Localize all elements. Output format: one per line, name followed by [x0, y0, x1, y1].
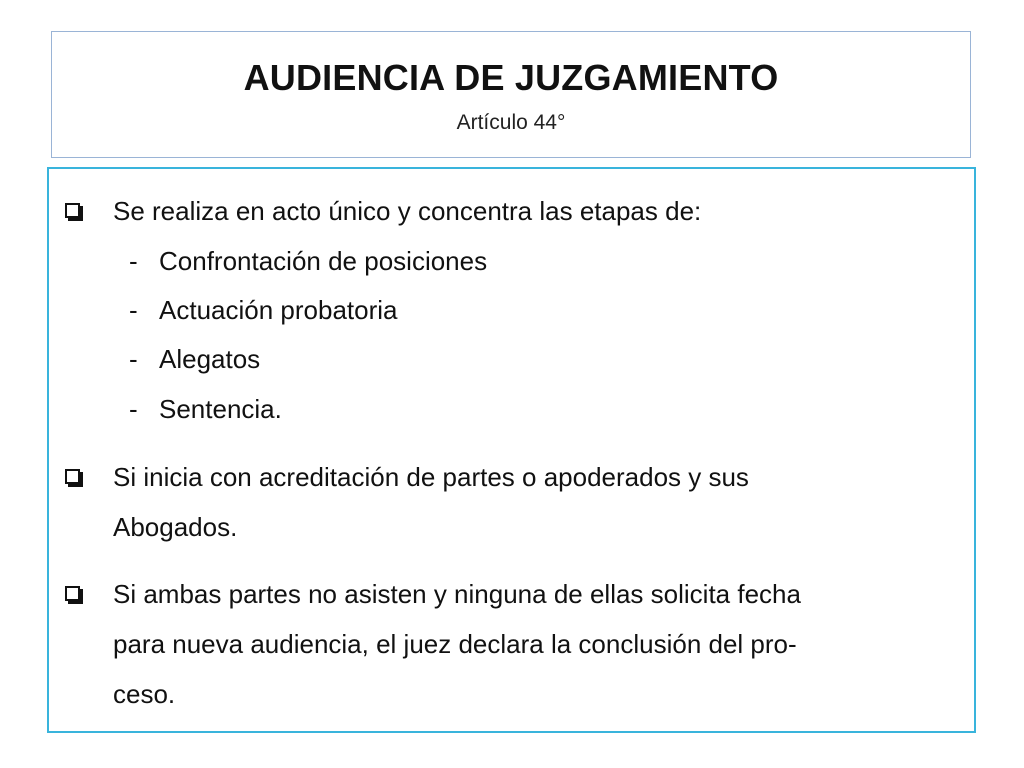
checkbox-icon	[65, 203, 80, 218]
checkbox-icon	[65, 586, 80, 601]
dash-marker: -	[129, 246, 138, 276]
bullet-line: para nueva audiencia, el juez declara la conclusión del pro-	[113, 629, 797, 659]
checkbox-icon	[65, 469, 80, 484]
bullet-line: Abogados.	[113, 512, 238, 542]
sub-item	[129, 236, 487, 286]
sub-item-label: Confrontación de posiciones	[159, 246, 488, 276]
sub-item	[129, 384, 282, 434]
dash-marker: -	[129, 295, 138, 325]
content-box	[47, 167, 976, 733]
bullet-line: ceso.	[113, 679, 176, 709]
sub-item-label: Sentencia.	[159, 394, 282, 424]
sub-item-label: Alegatos	[159, 344, 261, 374]
slide-subtitle: Artículo 44°	[456, 111, 566, 134]
sub-item	[129, 285, 397, 335]
bullet-line: Si inicia con acreditación de partes o apoderados y sus	[113, 462, 749, 492]
title-box	[51, 31, 971, 158]
dash-marker: -	[129, 344, 138, 374]
slide-title: AUDIENCIA DE JUZGAMIENTO	[243, 57, 779, 98]
bullet-line: Si ambas partes no asisten y ninguna de ellas solicita fecha	[113, 579, 801, 609]
bullet-line: Se realiza en acto único y concentra las etapas de:	[113, 196, 702, 226]
sub-item-label: Actuación probatoria	[159, 295, 398, 325]
dash-marker: -	[129, 394, 138, 424]
sub-item	[129, 334, 260, 384]
